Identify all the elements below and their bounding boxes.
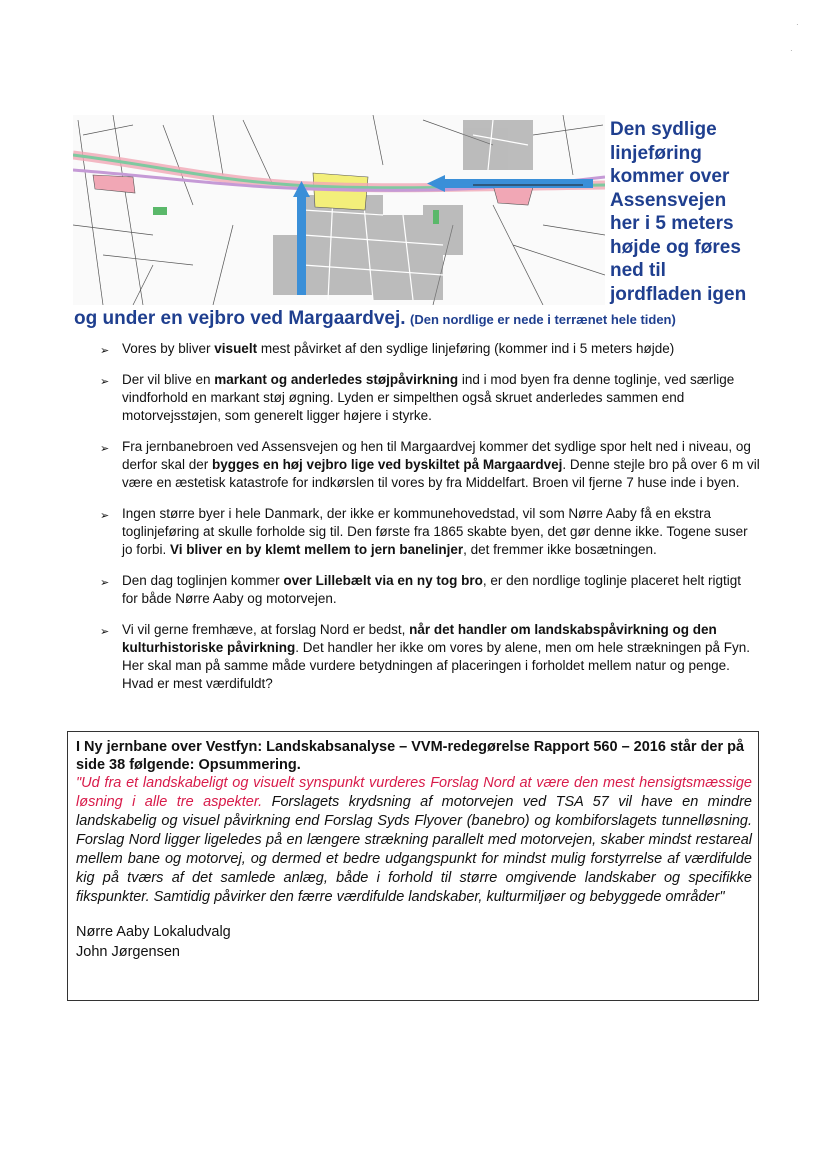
map-icon — [73, 115, 605, 305]
bullet-item — [100, 340, 760, 358]
bullet-item — [100, 572, 760, 608]
bullet-list — [100, 340, 760, 706]
arrow-bullet-icon — [100, 342, 109, 360]
bullet-text: Ingen større byer i hele Danmark, der ikke er kommunehovedstad, vil som Nørre Aaby få en ekstra toglinjeføring at skulle forholde sig til. Den første fra 1865 skabte byen, det gør denne ikke. Togene suser jo forbi. — [122, 506, 748, 557]
arrow-bullet-icon — [100, 574, 109, 592]
bullet-bold: over Lillebælt via en ny tog bro — [283, 573, 483, 588]
side-title-line: her i 5 meters — [610, 213, 734, 234]
side-title-line: Den sydlige — [610, 119, 717, 140]
subtitle-line — [74, 308, 774, 330]
signature-organization: Nørre Aaby Lokaludvalg — [76, 924, 231, 940]
bullet-text: Vores by bliver — [122, 341, 215, 356]
scan-speck: · — [796, 20, 799, 29]
bullet-bold: Vi bliver en by klemt mellem to jern banelinjer — [170, 542, 464, 557]
side-title-line: linjeføring — [610, 142, 702, 164]
side-title-line: ned til — [610, 260, 666, 281]
side-title-line: jordfladen igen — [610, 283, 747, 305]
quote-highlight: "Ud fra et landskabeligt og visuelt synspunkt vurderes Forslag Nord at være den mest hensigtsmæssige løsning i alle tre aspekter. — [76, 775, 752, 810]
bullet-text: Vi vil gerne fremhæve, at forslag Nord er bedst, — [122, 622, 410, 637]
bullet-text: Den dag toglinjen kommer — [122, 573, 284, 588]
arrow-bullet-icon — [100, 623, 109, 641]
bullet-text: mest påvirket af den sydlige linjeføring (kommer ind i 5 meters højde) — [257, 341, 675, 356]
bullet-bold: bygges en høj vejbro lige ved byskiltet på Margaardvej — [212, 457, 563, 472]
quote-body: Forslagets krydsning af motorvejen ved TSA 57 vil have en mindre landskabelig og visuel påvirkning end Forslag Syds Flyover (banebro) og kombiforslagets tunnelløsning. Forslag Nord ligger ligeledes på en længere strækning parallelt med motorvejen, skaber mindst restareal mellem bane og motorvej, og dermed et bedre udgangspunkt for mindst mulig forstyrrelse af værdifulde kig på tværs af det samlede anlæg, både i forhold til større omgivende landskaber og specifikke fikspunkter. Samtidig påvirker den færre værdifulde landskaber, kulturmiljøer og bebyggede områder" — [76, 794, 753, 905]
subtitle-note: (Den nordlige er nede i terrænet hele tiden) — [410, 312, 676, 327]
arrow-bullet-icon — [100, 440, 109, 458]
bullet-item — [100, 505, 760, 559]
route-map — [73, 115, 605, 305]
arrow-bullet-icon — [100, 507, 109, 525]
quote-box — [67, 731, 759, 1001]
bullet-text: , er den nordlige toglinje placeret helt rigtigt for både Nørre Aaby og motorvejen. — [122, 573, 742, 606]
bullet-bold: visuelt — [214, 341, 258, 356]
signature-name: John Jørgensen — [76, 944, 180, 960]
bullet-item — [100, 371, 760, 425]
bullet-bold: markant og anderledes støjpåvirkning — [214, 372, 459, 387]
bullet-text: . Det handler her ikke om vores by alene, men om hele strækningen på Fyn. Her skal man på samme måde vurdere betydningen af placeringen i forholdet mellem natur og penge. Hvad er mest værdifuldt? — [122, 640, 751, 691]
bullet-bold: når det handler om landskabspåvirkning og den kulturhistoriske påvirkning — [122, 622, 717, 655]
bullet-text: . Denne stejle bro på over 6 m vil være en æstetisk katastrofe for indkørslen til vores by fra Middelfart. Broen vil fjerne 7 huse inde i byen. — [122, 457, 760, 490]
scan-speck: · — [790, 46, 793, 55]
bullet-item — [100, 621, 760, 693]
bullet-item — [100, 438, 760, 492]
side-title-line: højde og føres — [610, 236, 741, 258]
bullet-text: ind i mod byen fra denne toglinje, ved særlige vindforhold en markant støj øgning. Lyden er simpelthen også skruet anderledes sammen end motorvejsstøjen, som generelt ligger højere i styrke. — [122, 372, 735, 423]
bullet-text: Fra jernbanebroen ved Assensvejen og hen til Margaardvej kommer det sydlige spor helt ned i niveau, og derfor skal der — [122, 439, 751, 472]
bullet-text: , det fremmer ikke bosætningen. — [463, 542, 657, 557]
arrow-bullet-icon — [100, 373, 109, 391]
signature — [76, 922, 752, 962]
side-title-line: Assensvejen — [610, 189, 727, 211]
side-title — [610, 118, 820, 306]
side-title-line: kommer over — [610, 166, 730, 187]
subtitle-main: og under en vejbro ved Margaardvej. — [74, 308, 406, 329]
report-quote — [76, 774, 752, 907]
bullet-text: Der vil blive en — [122, 372, 215, 387]
box-heading: I Ny jernbane over Vestfyn: Landskabsanalyse – VVM-redegørelse Rapport 560 – 2016 står der på side 38 følgende: Opsummering. — [76, 739, 745, 773]
